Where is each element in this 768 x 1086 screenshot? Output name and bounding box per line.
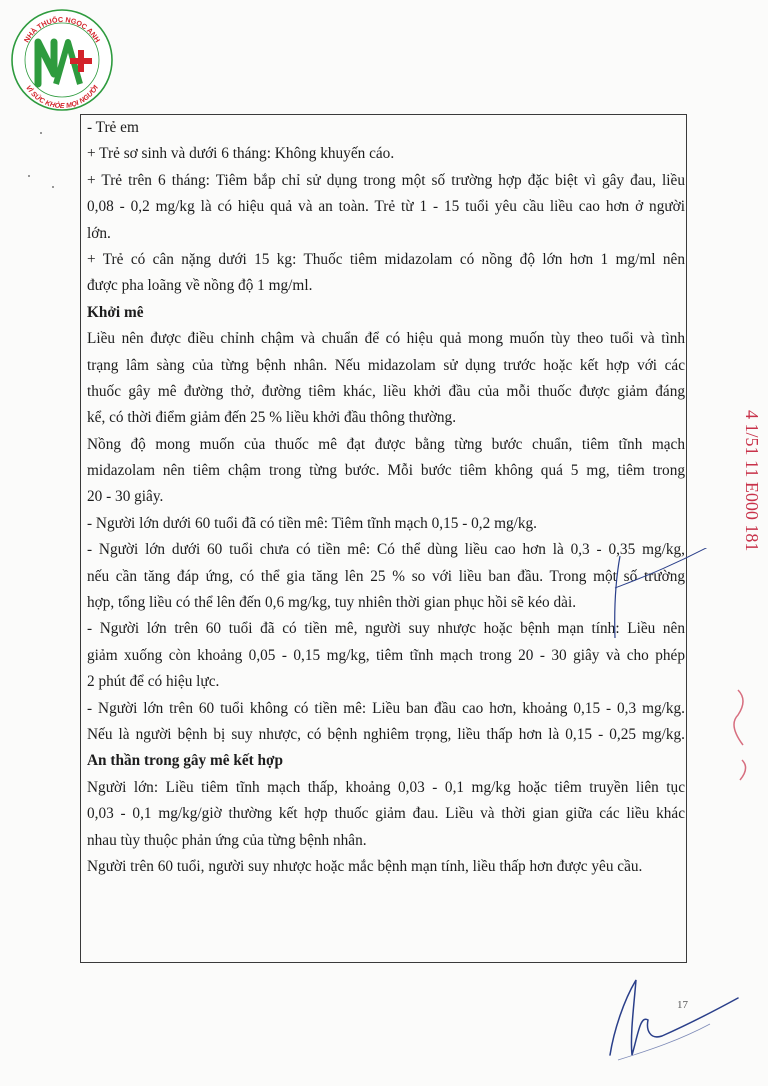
- scan-speck: [40, 132, 42, 134]
- text-line: midazolam nên tiêm chậm trong từng bước. Mỗi bước tiêm không quá 5 mg, tiêm trong: [87, 462, 685, 480]
- text-line: - Người lớn trên 60 tuổi đã có tiền mê, người suy nhược hoặc bệnh mạn tính: Liều nên: [87, 620, 685, 638]
- text-line: kể, có thời điểm giảm đến 25 % liều khởi đầu thông thường.: [87, 409, 457, 427]
- text-line: + Trẻ trên 6 tháng: Tiêm bắp chỉ sử dụng trong một số trường hợp đặc biệt vì gây đau, liều: [87, 171, 685, 189]
- text-line: + Trẻ có cân nặng dưới 15 kg: Thuốc tiêm midazolam có nồng độ lớn hơn 1 mg/ml nên: [87, 250, 685, 268]
- stamp-fragment: [728, 370, 768, 810]
- text-line: 0,08 - 0,2 mg/kg là có hiệu quả và an toàn. Trẻ từ 1 - 15 tuổi yêu cầu liều cao hơn ở người: [87, 198, 685, 216]
- text-line: lớn.: [87, 224, 111, 242]
- text-line: Nếu là người bệnh bị suy nhược, có bệnh nghiêm trọng, liều thấp hơn là 0,15 - 0,25 mg/kg.: [87, 725, 685, 743]
- text-line: Liều nên được điều chỉnh chậm và chuẩn để có hiệu quả mong muốn tùy theo tuổi và tình: [87, 330, 685, 348]
- text-line: Người lớn: Liều tiêm tĩnh mạch thấp, khoảng 0,03 - 0,1 mg/kg hoặc tiêm truyền liên tục: [87, 778, 685, 796]
- page-number: 17: [677, 999, 688, 1011]
- text-line: Nồng độ mong muốn của thuốc mê đạt được bằng từng bước chuẩn, tiêm tĩnh mạch: [87, 435, 685, 453]
- text-line: + Trẻ sơ sinh và dưới 6 tháng: Không khuyến cáo.: [87, 145, 395, 163]
- text-line: - Người lớn dưới 60 tuổi đã có tiền mê: Tiêm tĩnh mạch 0,15 - 0,2 mg/kg.: [87, 514, 538, 532]
- text-line: nhau tùy thuộc phản ứng của từng bệnh nhân.: [87, 831, 367, 849]
- text-line: 0,03 - 0,1 mg/kg/giờ thường kết hợp thuốc giảm đau. Liều và thời gian giữa các liều khác: [87, 805, 685, 823]
- text-line: thuốc gây mê đường thở, đường tiêm khác, liều khởi đầu của mỗi thuốc được giảm đáng: [87, 382, 685, 400]
- scan-speck: [28, 175, 30, 177]
- text-line: hợp, tổng liều có thể lên đến 0,6 mg/kg, tuy nhiên thời gian phục hồi sẽ kéo dài.: [87, 594, 577, 612]
- scan-speck: [52, 186, 54, 188]
- text-line: - Người lớn dưới 60 tuổi chưa có tiền mê: Có thể dùng liều cao hơn là 0,3 - 0,35 mg/kg,: [87, 541, 685, 559]
- text-line: 20 - 30 giây.: [87, 488, 164, 506]
- pharmacy-logo: [8, 6, 116, 114]
- text-line: 2 phút để có hiệu lực.: [87, 673, 220, 691]
- logo-top-text: NHÀ THUỐC NGỌC ANH: [21, 14, 103, 45]
- document-body: [87, 115, 685, 880]
- handwritten-signature: [590, 960, 740, 1070]
- text-line: - Người lớn trên 60 tuổi không có tiền mê: Liều ban đầu cao hơn, khoảng 0,15 - 0,3 mg/kg.: [87, 699, 685, 717]
- text-line: giảm xuống còn khoảng 0,05 - 0,15 mg/kg, tiêm tĩnh mạch trong 20 - 30 giây và cho phép: [87, 646, 685, 664]
- text-line: nếu cần tăng đáp ứng, có thể gia tăng lên 25 % so với liều ban đầu. Trong một số trường: [87, 567, 685, 585]
- section-heading: An thần trong gây mê kết hợp: [87, 752, 284, 770]
- text-line: trạng lâm sàng của từng bệnh nhân. Nếu midazolam sử dụng trước hoặc kết hợp với các: [87, 356, 685, 374]
- text-line: Người trên 60 tuổi, người suy nhược hoặc mắc bệnh mạn tính, liều thấp hơn được yêu cầu.: [87, 857, 643, 875]
- logo-bottom-text: VÌ SỨC KHỎE MỌI NGƯỜI: [24, 84, 100, 111]
- text-line: - Trẻ em: [87, 119, 139, 136]
- stamp-text: 4 1/51 11 E000 181: [742, 410, 762, 552]
- text-line: được pha loãng về nồng độ 1 mg/ml.: [87, 277, 313, 295]
- section-heading: Khởi mê: [87, 303, 144, 321]
- handwritten-check-mark: [590, 548, 730, 648]
